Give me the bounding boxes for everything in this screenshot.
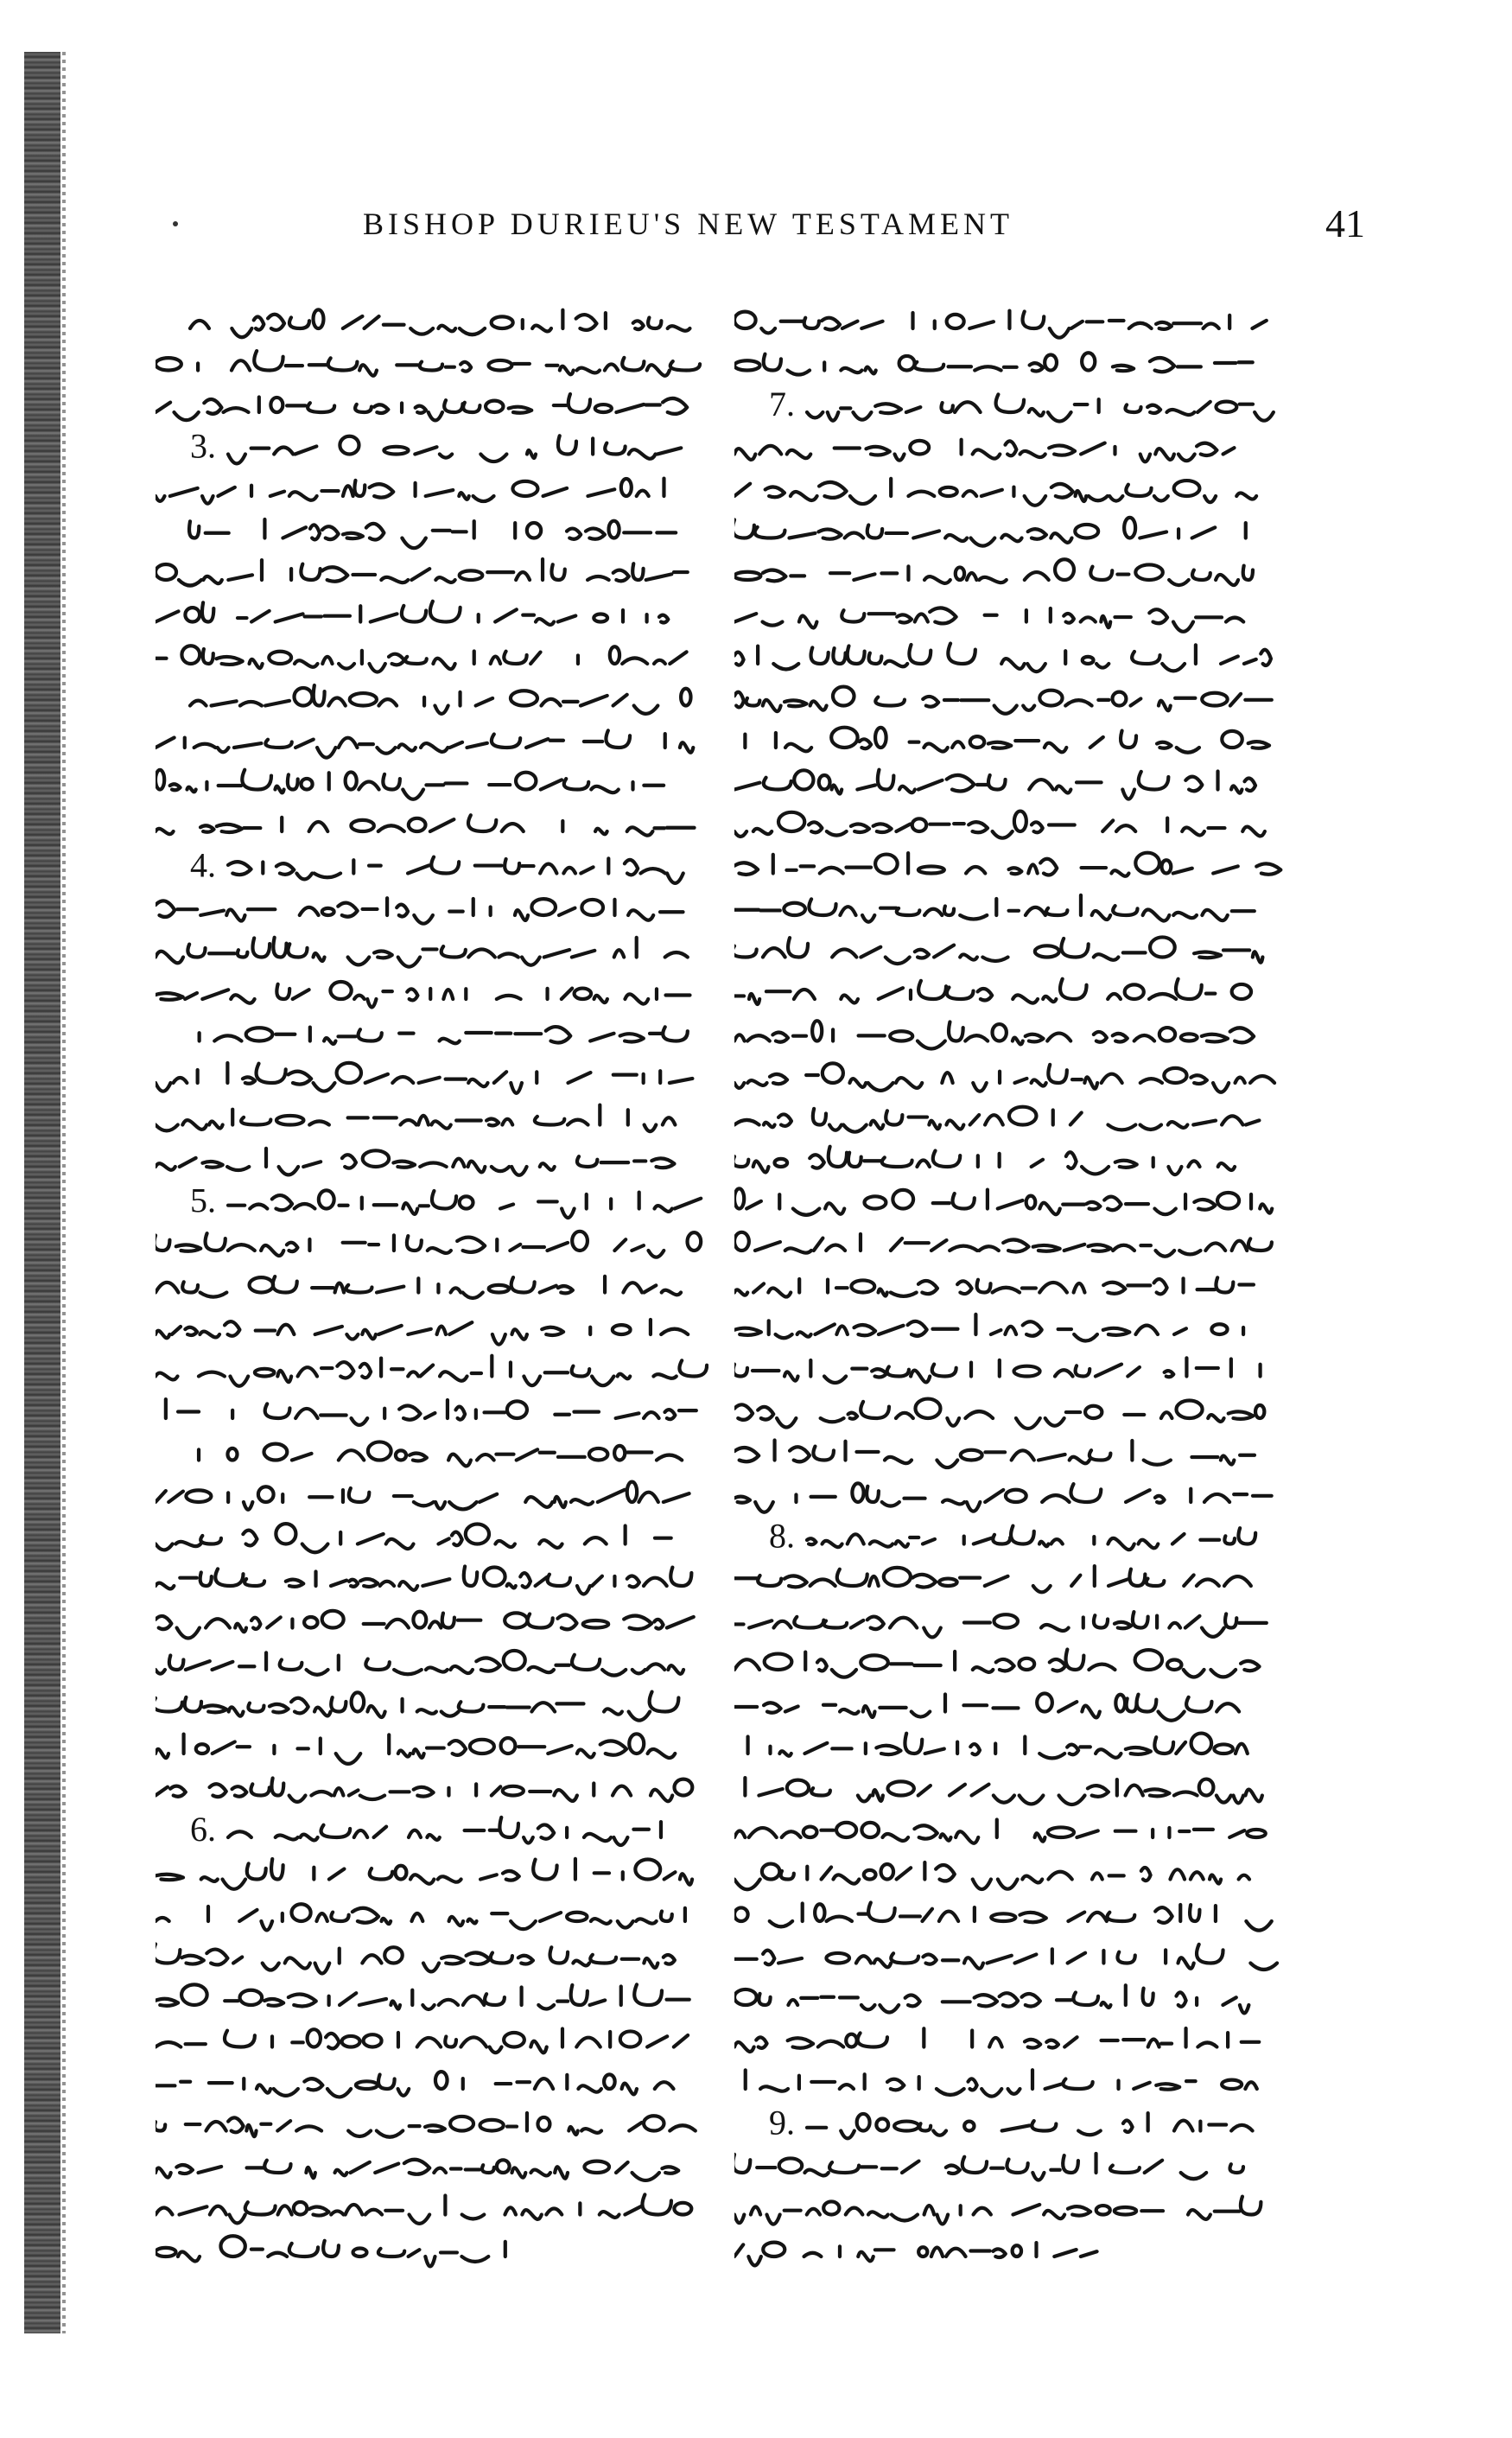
shorthand-line: [156, 602, 668, 625]
shorthand-line: [156, 1105, 675, 1131]
shorthand-line: [769, 385, 1274, 423]
shorthand-line: [734, 1612, 1267, 1637]
shorthand-line: [734, 608, 1243, 631]
shorthand-line: [156, 2028, 688, 2053]
shorthand-line: [200, 1027, 688, 1044]
shorthand-line: [190, 685, 690, 714]
shorthand-line: [156, 730, 693, 757]
shorthand-line: [734, 1063, 1274, 1092]
shorthand-line: [745, 1778, 1262, 1805]
shorthand-line: [156, 1904, 685, 1930]
shorthand-line: [156, 1984, 689, 2009]
shorthand-line: [734, 1985, 1248, 2013]
shorthand-line: [190, 427, 681, 466]
shorthand-line: [156, 351, 700, 376]
shorthand-line: [156, 1482, 689, 1510]
shorthand-line: [734, 1862, 1249, 1889]
shorthand-line: [734, 1188, 1272, 1214]
shorthand-line: [156, 2160, 678, 2180]
shorthand-line: [734, 559, 1253, 585]
verse-number: 3.: [190, 426, 216, 466]
shorthand-line: [156, 1651, 683, 1676]
shorthand-line: [769, 1517, 1255, 1556]
shorthand-line: [734, 770, 1255, 799]
left-column-shorthand: [156, 294, 708, 2282]
shorthand-line: [156, 646, 687, 672]
page-title: BISHOP DURIEU'S NEW TESTAMENT: [363, 207, 1013, 241]
left-column: [156, 294, 708, 2282]
shorthand-line: [734, 1819, 1266, 1843]
shorthand-line: [156, 1859, 692, 1889]
shorthand-line: [156, 982, 689, 1008]
shorthand-line: [734, 1021, 1254, 1048]
shorthand-line: [734, 1483, 1272, 1512]
shorthand-line: [734, 440, 1234, 462]
verse-number: 7.: [769, 385, 795, 423]
shorthand-line: [734, 1566, 1251, 1592]
shorthand-line: [734, 311, 1267, 338]
shorthand-line: [734, 2197, 1261, 2225]
shorthand-line: [156, 1944, 675, 1973]
shorthand-line: [734, 2154, 1243, 2180]
shorthand-line: [156, 815, 695, 835]
shorthand-line: [734, 353, 1253, 374]
shorthand-line: [199, 1442, 682, 1466]
shorthand-line: [189, 519, 676, 548]
shorthand-line: [734, 2028, 1259, 2052]
shorthand-line: [734, 644, 1271, 672]
running-head: [173, 201, 1365, 258]
shorthand-line: [734, 518, 1246, 546]
shorthand-line: [734, 895, 1255, 922]
shorthand-line: [156, 479, 664, 504]
page-number: 41: [1325, 201, 1365, 245]
shorthand-line: [734, 853, 1280, 876]
shorthand-line: [190, 1181, 701, 1220]
shorthand-line: [156, 1320, 688, 1345]
shorthand-line: [190, 1810, 661, 1849]
shorthand-line: [156, 1778, 692, 1801]
shorthand-line: [734, 1694, 1239, 1721]
shorthand-line: [156, 1566, 691, 1594]
shorthand-line: [734, 979, 1251, 1004]
shorthand-line: [734, 812, 1265, 838]
shorthand-line: [734, 479, 1256, 506]
shorthand-line: [166, 1399, 696, 1425]
shorthand-line: [734, 1358, 1261, 1383]
shorthand-line: [156, 1276, 681, 1298]
shorthand-line: [734, 1441, 1255, 1468]
shorthand-line: [734, 1277, 1254, 1296]
shorthand-line: [156, 2113, 696, 2137]
shorthand-line: [156, 938, 688, 967]
right-column: [734, 294, 1287, 2282]
shorthand-line: [734, 1945, 1277, 1970]
verse-number: 9.: [769, 2103, 795, 2142]
shorthand-line: [734, 1147, 1235, 1174]
shorthand-line: [734, 1399, 1264, 1429]
shorthand-line: [734, 937, 1262, 964]
shorthand-line: [748, 1734, 1248, 1759]
verse-number: 4.: [190, 845, 216, 885]
shorthand-line: [745, 728, 1269, 753]
shorthand-line: [156, 1149, 674, 1175]
shorthand-line: [734, 2243, 1097, 2266]
shorthand-line: [156, 1611, 694, 1639]
shorthand-line: [734, 1650, 1260, 1677]
shorthand-line: [734, 1107, 1259, 1132]
shorthand-line: [156, 1063, 692, 1093]
shorthand-line: [734, 1902, 1272, 1930]
shorthand-line: [156, 898, 683, 923]
shorthand-line: [156, 1524, 671, 1552]
shorthand-line: [190, 309, 689, 337]
binding-edge: [24, 52, 60, 2333]
verse-number: 5.: [190, 1181, 216, 1220]
shorthand-line: [156, 2072, 674, 2097]
shorthand-line: [156, 770, 664, 799]
shorthand-line: [769, 2104, 1253, 2142]
shorthand-line: [746, 2070, 1257, 2096]
shorthand-line: [156, 2236, 505, 2266]
shorthand-line: [156, 559, 688, 585]
shorthand-line: [734, 687, 1272, 714]
shorthand-line: [190, 846, 683, 885]
shorthand-line: [156, 1232, 701, 1257]
shorthand-line: [734, 1232, 1272, 1257]
shorthand-line: [156, 394, 687, 420]
shorthand-line: [156, 1734, 675, 1764]
right-column-shorthand: [734, 294, 1287, 2282]
shorthand-line: [156, 1356, 707, 1386]
shorthand-line: [734, 1314, 1243, 1341]
shorthand-line: [156, 2194, 691, 2223]
verse-number: 6.: [190, 1810, 216, 1849]
verse-number: 8.: [769, 1516, 795, 1556]
header-dot: [173, 221, 178, 226]
shorthand-line: [156, 1692, 678, 1721]
